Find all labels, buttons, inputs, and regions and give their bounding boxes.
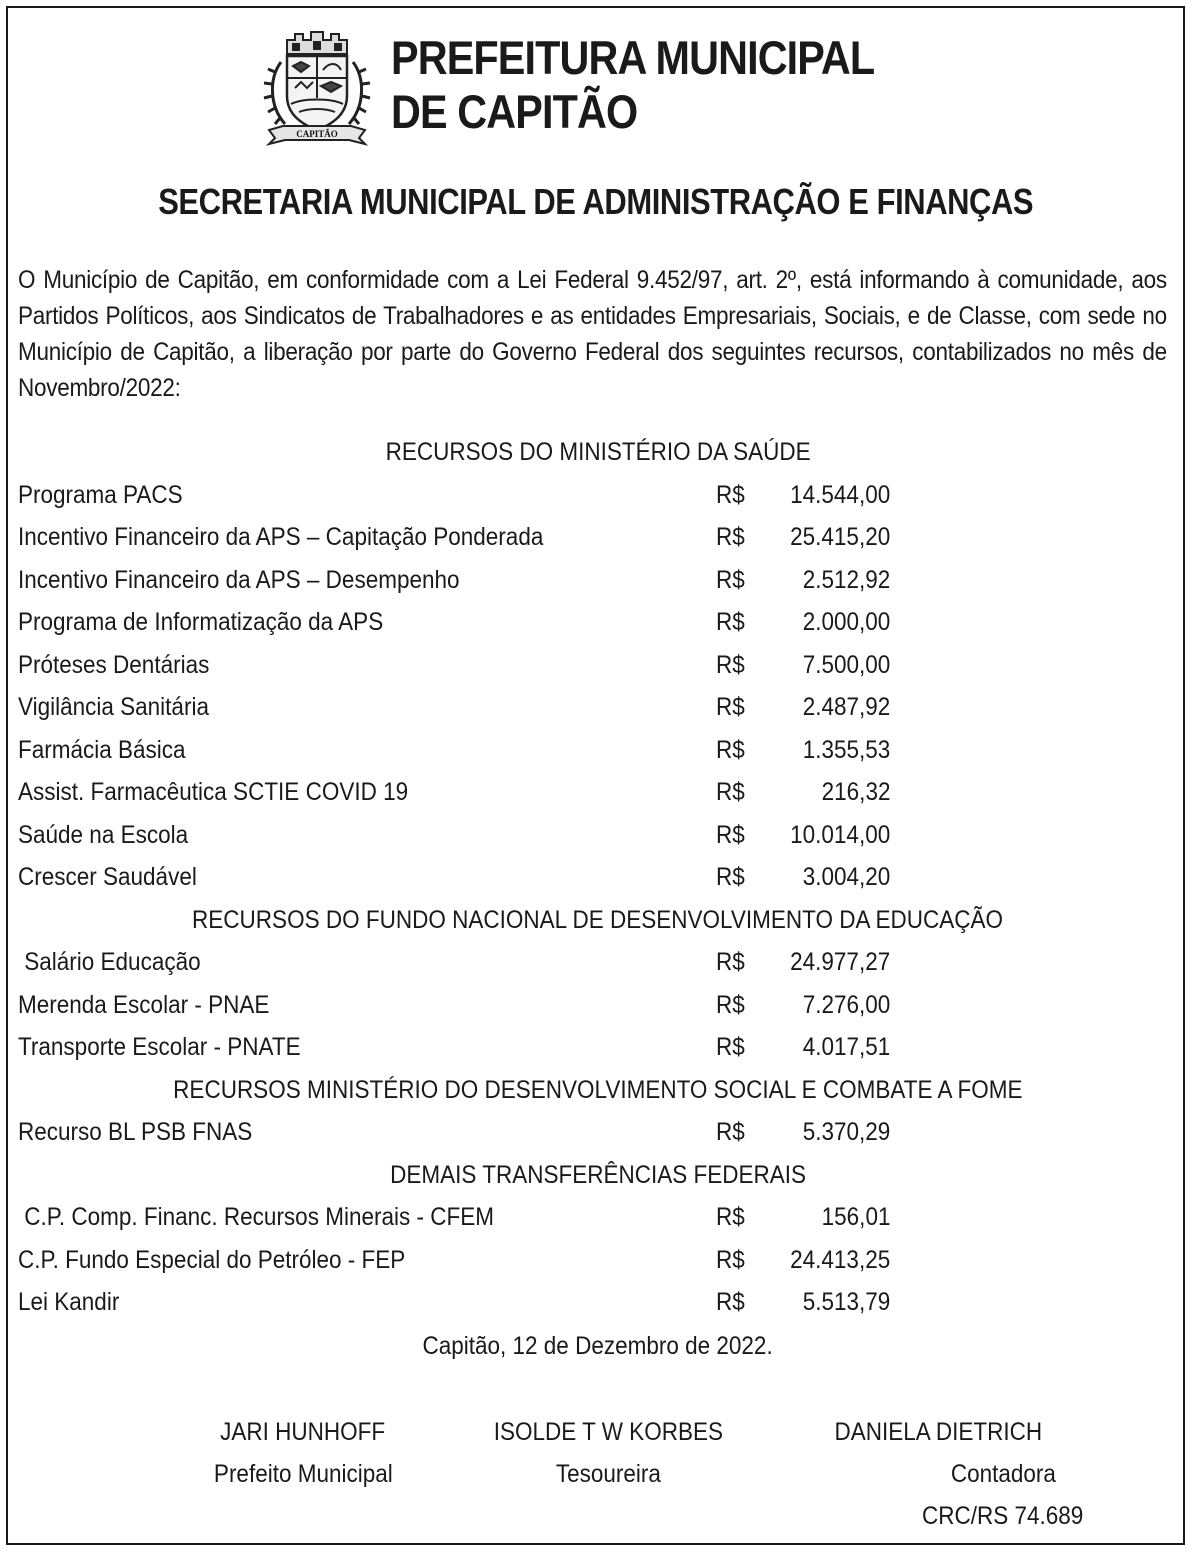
resource-row	[18, 857, 1178, 897]
currency-symbol: R$	[716, 1245, 745, 1274]
resource-row	[18, 560, 1178, 600]
signature-name: DANIELA DIETRICH	[834, 1418, 1042, 1446]
currency-symbol: R$	[716, 1203, 745, 1231]
resource-row	[18, 985, 1178, 1025]
resource-amount: 24.413,25	[789, 1245, 890, 1274]
section-heading	[8, 900, 1188, 940]
signature-mayor-role	[158, 1454, 448, 1494]
currency-symbol: R$	[716, 480, 745, 509]
resource-amount: 24.977,27	[789, 948, 890, 976]
currency-symbol: R$	[716, 565, 745, 594]
section-heading-text: RECURSOS MINISTÉRIO DO DESENVOLVIMENTO SOCIAL E COMBATE A FOME	[173, 1075, 1023, 1104]
department-subtitle-text: SECRETARIA MUNICIPAL DE ADMINISTRAÇÃO E FINANÇAS	[158, 181, 1033, 222]
signature-treasurer	[463, 1412, 753, 1452]
resource-amount: 14.544,00	[789, 480, 890, 509]
resource-label: C.P. Comp. Financ. Recursos Minerais - CFEM	[18, 1203, 494, 1231]
resource-row	[18, 1197, 1178, 1237]
resource-row	[18, 602, 1178, 642]
resource-row	[18, 1112, 1178, 1152]
resource-amount: 5.513,79	[802, 1288, 890, 1316]
signature-accountant-role	[888, 1454, 1118, 1494]
currency-symbol: R$	[716, 735, 745, 764]
section-heading	[8, 432, 1188, 472]
section-heading-text: DEMAIS TRANSFERÊNCIAS FEDERAIS	[390, 1160, 806, 1189]
signature-role: Contadora	[950, 1460, 1056, 1488]
resource-row	[18, 730, 1178, 770]
municipal-coat-of-arms-icon	[263, 26, 371, 150]
currency-symbol: R$	[716, 948, 745, 976]
resource-label: Recurso BL PSB FNAS	[18, 1118, 253, 1146]
resource-amount: 7.276,00	[802, 990, 890, 1019]
signature-registration: CRC/RS 74.689	[922, 1502, 1084, 1530]
resource-row	[18, 1240, 1178, 1280]
resource-row	[18, 772, 1178, 812]
page-title-line-2: DE CAPITÃO	[391, 85, 638, 138]
currency-symbol: R$	[716, 1033, 745, 1061]
resource-row	[18, 1027, 1178, 1067]
resource-amount: 25.415,20	[789, 523, 890, 551]
resource-label: Incentivo Financeiro da APS – Capitação Ponderada	[18, 523, 544, 551]
resource-row	[18, 942, 1178, 982]
resource-label: Assist. Farmacêutica SCTIE COVID 19	[18, 778, 409, 806]
resource-row	[18, 687, 1178, 727]
resource-amount: 3.004,20	[802, 863, 890, 891]
signature-accountant	[793, 1412, 1083, 1452]
signature-name: ISOLDE T W KORBES	[493, 1418, 723, 1446]
resource-amount: 2.000,00	[802, 608, 890, 636]
currency-symbol: R$	[716, 778, 745, 806]
resource-label: Programa PACS	[18, 480, 183, 509]
document-page	[6, 6, 1185, 1545]
currency-symbol: R$	[716, 608, 745, 636]
resource-row	[18, 517, 1178, 557]
resource-row	[18, 1282, 1178, 1322]
currency-symbol: R$	[716, 863, 745, 891]
resource-label: Lei Kandir	[18, 1288, 120, 1316]
currency-symbol: R$	[716, 693, 745, 721]
signature-role: Prefeito Municipal	[213, 1460, 393, 1488]
resource-amount: 4.017,51	[802, 1033, 890, 1061]
resource-label: Merenda Escolar - PNAE	[18, 990, 270, 1019]
resource-amount: 5.370,29	[802, 1118, 890, 1146]
section-heading	[8, 1070, 1188, 1110]
resource-label: Farmácia Básica	[18, 735, 186, 764]
resource-row	[18, 815, 1178, 855]
resource-label: Saúde na Escola	[18, 820, 189, 849]
resource-amount: 7.500,00	[802, 650, 890, 679]
resource-label: Vigilância Sanitária	[18, 693, 209, 721]
resource-row	[18, 475, 1178, 515]
signature-accountant-registration	[888, 1496, 1118, 1536]
date-line	[8, 1326, 1188, 1366]
currency-symbol: R$	[716, 990, 745, 1019]
resource-amount: 156,01	[821, 1203, 890, 1231]
crest-ribbon-label: CAPITÃO	[296, 129, 338, 139]
signature-role: Tesoureira	[555, 1460, 661, 1488]
currency-symbol: R$	[716, 1288, 745, 1316]
resource-amount: 10.014,00	[789, 820, 890, 849]
currency-symbol: R$	[716, 523, 745, 551]
resource-amount: 2.487,92	[802, 693, 890, 721]
resource-label: C.P. Fundo Especial do Petróleo - FEP	[18, 1245, 406, 1274]
page-title-line-1: PREFEITURA MUNICIPAL	[391, 31, 875, 84]
signature-name: JARI HUNHOFF	[220, 1418, 386, 1446]
resource-amount: 2.512,92	[802, 565, 890, 594]
currency-symbol: R$	[716, 820, 745, 849]
department-subtitle	[8, 181, 1183, 222]
intro-paragraph-text: O Município de Capitão, em conformidade com a Lei Federal 9.452/97, art. 2º, está informando à comunidade, aos Partidos Políticos, aos Sindicatos de Trabalhadores e as entidades Empresariais, Sociais, e de Classe, com sede no Município de Capitão, a liberação por parte do Governo Federal dos seguintes recursos, contabilizados no mês de Novembro/2022:	[18, 266, 1167, 402]
resource-amount: 1.355,53	[802, 735, 890, 764]
section-heading	[8, 1155, 1188, 1195]
resource-label: Programa de Informatização da APS	[18, 608, 384, 636]
resource-label: Transporte Escolar - PNATE	[18, 1033, 301, 1061]
resource-label: Crescer Saudável	[18, 863, 197, 891]
section-heading-text: RECURSOS DO FUNDO NACIONAL DE DESENVOLVIMENTO DA EDUCAÇÃO	[192, 905, 1004, 934]
signature-mayor	[158, 1412, 448, 1452]
resource-label: Salário Educação	[18, 948, 201, 976]
signature-treasurer-role	[463, 1454, 753, 1494]
currency-symbol: R$	[716, 1118, 745, 1146]
resource-amount: 216,32	[821, 778, 890, 806]
intro-paragraph	[18, 262, 1168, 406]
crest-year	[317, 147, 318, 148]
section-heading-text: RECURSOS DO MINISTÉRIO DA SAÚDE	[385, 438, 811, 466]
currency-symbol: R$	[716, 650, 745, 679]
date-line-text: Capitão, 12 de Dezembro de 2022.	[422, 1332, 774, 1360]
resource-label: Incentivo Financeiro da APS – Desempenho	[18, 565, 460, 594]
resource-row	[18, 645, 1178, 685]
resource-label: Próteses Dentárias	[18, 650, 210, 679]
